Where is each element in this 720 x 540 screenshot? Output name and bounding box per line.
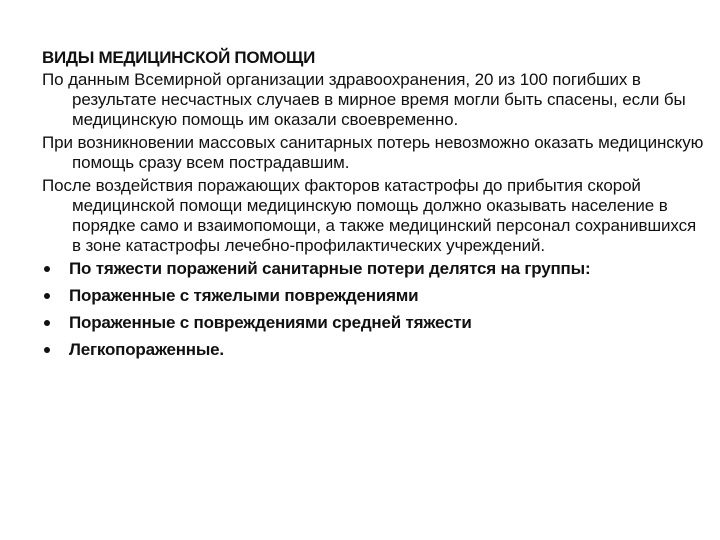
list-item [42,286,707,306]
list-item [42,313,707,333]
bullet-text: Пораженные с тяжелыми повреждениями [69,286,419,305]
bullet-dot-icon [44,347,50,353]
bullet-dot-icon [44,320,50,326]
paragraph-mass-casualties: При возникновении массовых санитарных потерь невозможно оказать медицинскую помощь сразу всем пострадавшим. [42,133,704,172]
bullet-dot-icon [44,266,50,272]
bullet-text: По тяжести поражений санитарные потери делятся на группы: [69,259,591,278]
slide-content [42,47,707,367]
slide-title: ВИДЫ МЕДИЦИНСКОЙ ПОМОЩИ [42,48,316,67]
list-item [42,259,707,279]
bullet-dot-icon [44,293,50,299]
bullet-text: Легкопораженные. [69,340,224,359]
paragraph-self-help: После воздействия поражающих факторов катастрофы до прибытия скорой медицинской помощи медицинскую помощь должно оказывать население в порядке само и взаимопомощи, а также медицинский персонал сохранившихся в зоне катастрофы лечебно-профилактических учреждений. [42,176,697,255]
list-item [42,340,707,360]
bullet-text: Пораженные с повреждениями средней тяжести [69,313,472,332]
bullet-list [42,259,707,360]
paragraph-who-statistics: По данным Всемирной организации здравоохранения, 20 из 100 погибших в результате несчастных случаев в мирное время могли быть спасены, если бы медицинскую помощь им оказали своевременно. [42,70,686,129]
